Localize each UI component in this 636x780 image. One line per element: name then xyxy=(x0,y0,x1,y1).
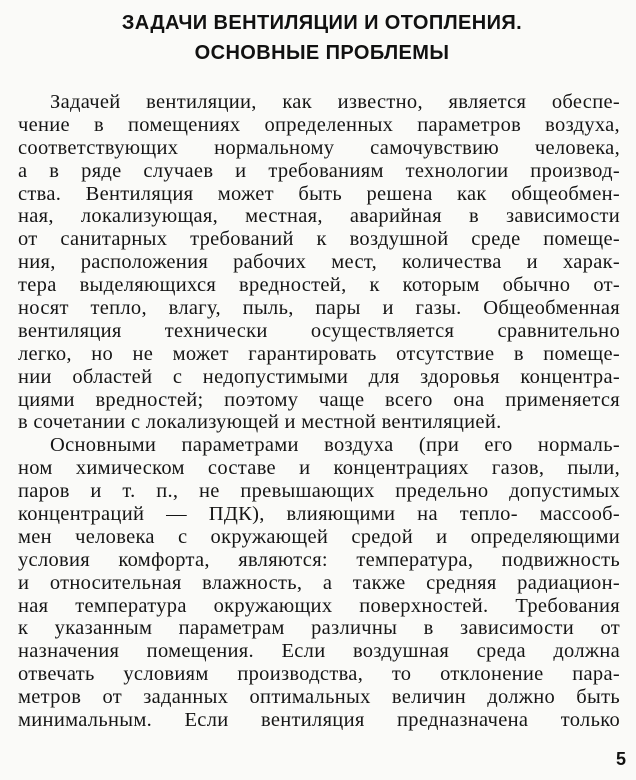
text-line: в сочетании с локализующей и местной вентиляцией. xyxy=(18,411,502,434)
text-line: Основными параметрами воздуха (при его нормаль- xyxy=(50,434,620,457)
text-line: тера выделяющихся вредностей, к которым обычно от- xyxy=(18,274,620,297)
text-line: метров от заданных оптимальных величин должно быть xyxy=(18,686,620,709)
text-line: условия комфорта, являются: температура, подвижность xyxy=(18,548,620,571)
text-line: к указанным параметрам различны в зависимости от xyxy=(18,617,620,640)
text-line: концентраций — ПДК), влияющими на тепло- массооб- xyxy=(18,503,620,526)
text-line: паров и т. п., не превышающих предельно допустимых xyxy=(18,480,620,503)
text-line: чение в помещениях определенных параметров воздуха, xyxy=(18,113,620,136)
paragraph-1 xyxy=(18,91,620,434)
text-line: минимальным. Если вентиляция предназначена только xyxy=(18,709,620,732)
section-title-line-2: ОСНОВНЫЕ ПРОБЛЕМЫ xyxy=(194,42,450,64)
body-text xyxy=(18,91,620,732)
text-line: носят тепло, влагу, пыль, пары и газы. Общеобменная xyxy=(18,297,620,320)
text-line: отвечать условиям производства, то отклонение пара- xyxy=(18,663,620,686)
text-line: и относительная влажность, а также средняя радиацион- xyxy=(18,571,620,594)
text-line: от санитарных требований к воздушной среде помеще- xyxy=(18,228,620,251)
text-line: а в ряде случаев и требованиям технологии производ- xyxy=(18,159,620,182)
paragraph-2 xyxy=(18,434,620,732)
text-line: Задачей вентиляции, как известно, является обеспе- xyxy=(50,91,620,113)
text-line: ная температура окружающих поверхностей. Требования xyxy=(18,594,620,617)
section-title-line-1: ЗАДАЧИ ВЕНТИЛЯЦИИ И ОТОПЛЕНИЯ. xyxy=(121,12,523,34)
text-line: ния, расположения рабочих мест, количества и харак- xyxy=(18,251,620,274)
text-line: ном химическом составе и концентрациях газов, пыли, xyxy=(18,457,620,480)
text-line: легко, но не может гарантировать отсутствие в помеще- xyxy=(18,342,620,365)
text-line: ства. Вентиляция может быть решена как общеобмен- xyxy=(18,182,620,205)
text-line: вентиляция технически осуществляется сравнительно xyxy=(18,319,620,342)
text-line: ная, локализующая, местная, аварийная в зависимости xyxy=(18,205,620,228)
text-line: нии областей с недопустимыми для здоровья концентра- xyxy=(18,365,620,388)
text-line: мен человека с окружающей средой и определяющими xyxy=(18,525,620,548)
text-line: циями вредностей; поэтому чаще всего она применяется xyxy=(18,388,620,411)
text-line: соответствующих нормальному самочувствию человека, xyxy=(18,136,620,159)
text-line: назначения помещения. Если воздушная среда должна xyxy=(18,640,620,663)
page-number: 5 xyxy=(615,749,626,769)
section-title xyxy=(8,8,636,68)
